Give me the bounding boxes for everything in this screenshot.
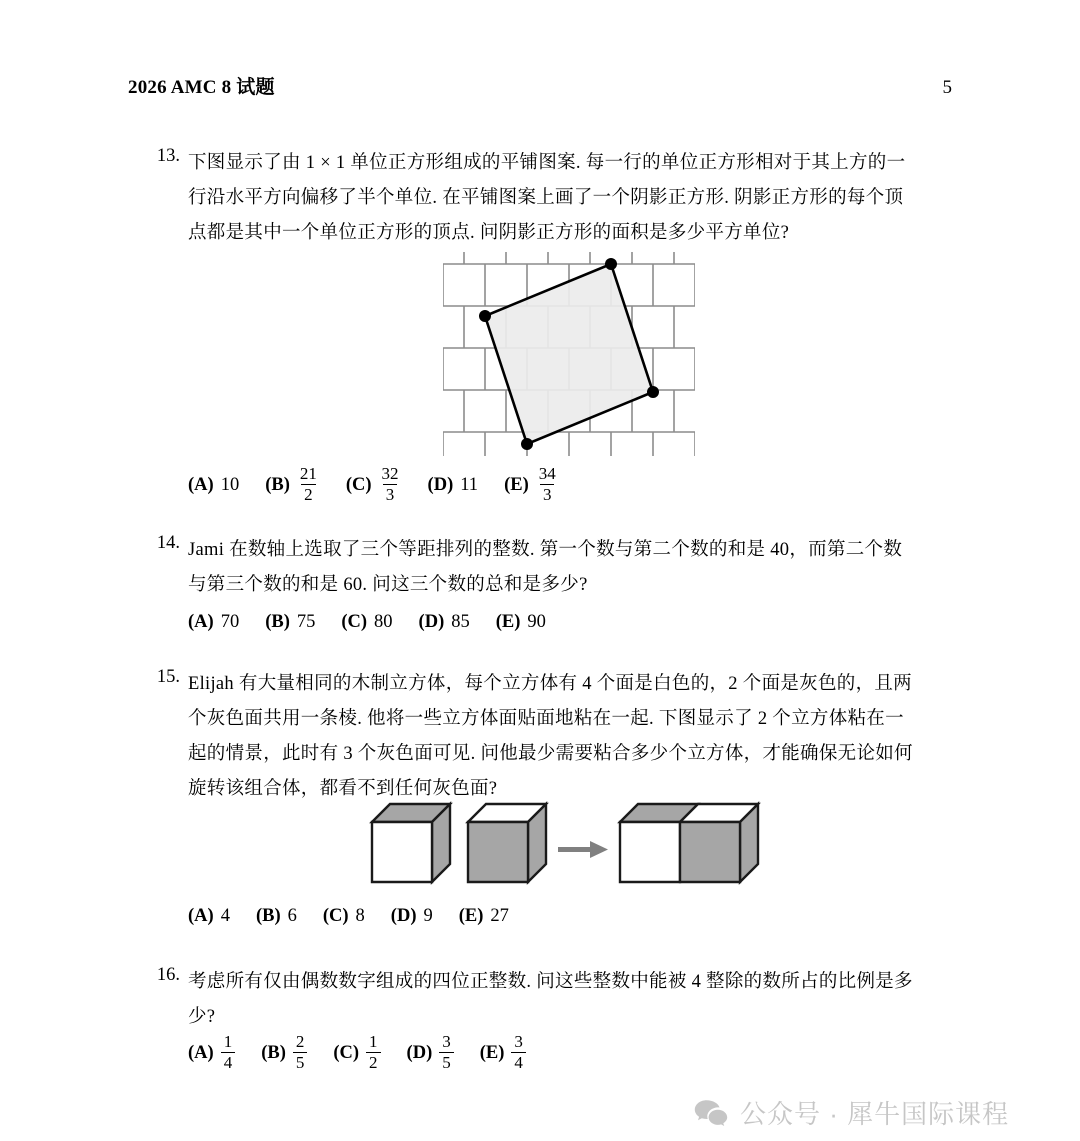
problem-15-line-2: 个灰色面共用一条棱. 他将一些立方体面贴面地粘在一起. 下图显示了 2 个立方体粘在一 bbox=[188, 709, 904, 729]
problem-16-line-1: 考虑所有仅由偶数数字组成的四位正整数. 问这些整数中能被 4 整除的数所占的比例是多 bbox=[188, 972, 913, 992]
choice-d-value: 9 bbox=[423, 906, 433, 926]
choice-e-value: 90 bbox=[527, 612, 546, 632]
choice-b-numerator: 2 bbox=[295, 1032, 305, 1051]
problem-14-line-1: Jami 在数轴上选取了三个等距排列的整数. 第一个数与第二个数的和是 40，而第二个数 bbox=[188, 540, 903, 560]
choice-e-label: (E) bbox=[479, 1042, 505, 1063]
brick-tiling-svg bbox=[443, 252, 695, 456]
choice-d[interactable] bbox=[407, 1034, 454, 1072]
choice-e-label: (E) bbox=[458, 906, 484, 926]
choice-d[interactable] bbox=[419, 612, 470, 633]
choice-e-label: (E) bbox=[495, 612, 521, 632]
choice-b-label: (B) bbox=[265, 474, 290, 495]
cube-1-front bbox=[372, 822, 432, 882]
problem-13-line-1: 下图显示了由 1 × 1 单位正方形组成的平铺图案. 每一行的单位正方形相对于其上方的一 bbox=[188, 153, 906, 173]
choice-c-numerator: 1 bbox=[369, 1032, 378, 1051]
choice-e[interactable] bbox=[504, 466, 559, 504]
problem-15-line-4: 旋转该组合体，都看不到任何灰色面? bbox=[188, 779, 498, 799]
problem-13-statement bbox=[188, 146, 966, 251]
choice-c-numerator: 32 bbox=[381, 464, 399, 483]
figure-glued-cubes bbox=[362, 800, 782, 913]
choice-a-label: (A) bbox=[188, 1042, 214, 1063]
choice-c[interactable] bbox=[341, 612, 392, 633]
choice-d-label: (D) bbox=[390, 906, 417, 926]
choice-c-fraction bbox=[379, 465, 402, 503]
choice-b-value: 6 bbox=[287, 906, 297, 926]
problem-16-choices bbox=[188, 1034, 526, 1072]
cubes-svg bbox=[362, 800, 782, 908]
choice-d-value: 85 bbox=[451, 612, 470, 632]
problem-16-number: 16. bbox=[156, 965, 180, 985]
choice-b-label: (B) bbox=[255, 906, 281, 926]
choice-b[interactable] bbox=[265, 612, 315, 633]
problem-16 bbox=[140, 965, 966, 1035]
choice-b-denominator: 2 bbox=[301, 484, 316, 504]
figure-brick-tiling bbox=[443, 252, 695, 461]
problem-16-statement bbox=[188, 965, 966, 1035]
choice-a-label: (A) bbox=[188, 906, 214, 926]
choice-e[interactable] bbox=[496, 612, 546, 633]
choice-a-label: (A) bbox=[188, 474, 214, 495]
choice-b-numerator: 21 bbox=[299, 464, 317, 483]
choice-e-label: (E) bbox=[504, 474, 529, 495]
problem-13-number: 13. bbox=[156, 146, 180, 166]
choice-e[interactable] bbox=[480, 1034, 526, 1072]
choice-c-label: (C) bbox=[322, 906, 349, 926]
choice-b-denominator: 5 bbox=[293, 1052, 308, 1072]
watermark bbox=[694, 1094, 1009, 1131]
choice-b-fraction bbox=[293, 1033, 308, 1071]
choice-e-numerator: 3 bbox=[514, 1032, 523, 1051]
choice-a-value: 10 bbox=[220, 474, 240, 495]
problem-14-line-2: 与第三个数的和是 60. 问这三个数的总和是多少? bbox=[188, 575, 588, 595]
choice-b-label: (B) bbox=[261, 1042, 286, 1063]
choice-c-denominator: 2 bbox=[366, 1052, 381, 1072]
choice-d-fraction bbox=[439, 1033, 454, 1071]
problem-13 bbox=[140, 146, 966, 251]
problem-16-line-2: 少? bbox=[188, 1007, 216, 1027]
choice-e-fraction bbox=[511, 1033, 526, 1071]
cube-pair-combined bbox=[620, 804, 758, 882]
choice-a[interactable] bbox=[188, 612, 239, 633]
page-header bbox=[128, 72, 952, 102]
choice-d-denominator: 5 bbox=[439, 1052, 454, 1072]
problem-13-line-2: 行沿水平方向偏移了半个单位. 在平铺图案上画了一个阴影正方形. 阴影正方形的每个顶 bbox=[188, 188, 904, 208]
choice-e-denominator: 3 bbox=[540, 484, 555, 504]
cube-2-front bbox=[468, 822, 528, 882]
choice-a-value: 4 bbox=[220, 906, 230, 926]
choice-b-fraction bbox=[297, 465, 320, 503]
choice-b-value: 75 bbox=[296, 612, 316, 632]
choice-a-value: 70 bbox=[220, 612, 240, 632]
choice-a[interactable] bbox=[188, 1034, 235, 1072]
choice-b-label: (B) bbox=[265, 612, 290, 632]
choice-c[interactable] bbox=[333, 1034, 380, 1072]
problem-15-line-1: Elijah 有大量相同的木制立方体，每个立方体有 4 个面是白色的，2 个面是灰色的，且两 bbox=[188, 674, 912, 694]
choice-a-denominator: 4 bbox=[221, 1052, 236, 1072]
problem-15-statement bbox=[188, 667, 966, 807]
problem-13-choices bbox=[188, 466, 559, 504]
problem-13-line-3: 点都是其中一个单位正方形的顶点. 问阴影正方形的面积是多少平方单位? bbox=[188, 223, 790, 243]
choice-d[interactable] bbox=[428, 475, 479, 496]
choice-c-value: 8 bbox=[355, 906, 365, 926]
choice-e-numerator: 34 bbox=[538, 464, 556, 483]
wechat-icon-svg bbox=[694, 1099, 728, 1127]
header-title: 2026 AMC 8 试题 bbox=[128, 77, 275, 98]
cube-2 bbox=[468, 804, 546, 882]
choice-d-label: (D) bbox=[418, 612, 445, 632]
problem-15-choices bbox=[188, 906, 509, 927]
problem-14-number: 14. bbox=[156, 533, 180, 553]
choice-e-value: 27 bbox=[490, 906, 509, 926]
choice-d-value: 11 bbox=[460, 474, 479, 495]
problem-14 bbox=[140, 533, 966, 603]
problem-15-number: 15. bbox=[156, 667, 180, 687]
arrow-icon bbox=[558, 841, 608, 858]
problem-15-line-3: 起的情景，此时有 3 个灰色面可见. 问他最少需要粘合多少个立方体，才能确保无论如何 bbox=[188, 744, 913, 764]
choice-a[interactable] bbox=[188, 906, 230, 927]
choice-d-label: (D) bbox=[406, 1042, 433, 1063]
cube-1 bbox=[372, 804, 450, 882]
choice-c-label: (C) bbox=[333, 1042, 360, 1063]
choice-b[interactable] bbox=[256, 906, 297, 927]
choice-c-denominator: 3 bbox=[383, 484, 398, 504]
problem-14-choices bbox=[188, 612, 546, 633]
choice-a-fraction bbox=[221, 1033, 236, 1071]
choice-c-fraction bbox=[366, 1033, 381, 1071]
watermark-text: 公众号 · 犀牛国际课程 bbox=[740, 1099, 1010, 1129]
choice-d-label: (D) bbox=[427, 474, 454, 495]
wechat-icon bbox=[694, 1099, 728, 1127]
choice-a[interactable] bbox=[188, 475, 239, 496]
choice-e-denominator: 4 bbox=[511, 1052, 526, 1072]
shaded-square bbox=[485, 264, 653, 444]
choice-c-label: (C) bbox=[345, 474, 372, 495]
choice-e[interactable] bbox=[459, 906, 509, 927]
pair-left-front bbox=[620, 822, 680, 882]
choice-a-label: (A) bbox=[188, 612, 214, 632]
choice-e-fraction bbox=[536, 465, 559, 503]
page-number: 5 bbox=[942, 77, 952, 98]
choice-d-numerator: 3 bbox=[442, 1032, 451, 1051]
choice-a-numerator: 1 bbox=[223, 1032, 233, 1051]
choice-c[interactable] bbox=[346, 466, 402, 504]
problem-15 bbox=[140, 667, 966, 807]
pair-right-front bbox=[680, 822, 740, 882]
choice-d[interactable] bbox=[391, 906, 433, 927]
choice-b[interactable] bbox=[265, 466, 320, 504]
choice-b[interactable] bbox=[261, 1034, 307, 1072]
choice-c-label: (C) bbox=[341, 612, 368, 632]
choice-c[interactable] bbox=[323, 906, 365, 927]
problem-14-statement bbox=[188, 533, 966, 603]
choice-c-value: 80 bbox=[374, 612, 393, 632]
